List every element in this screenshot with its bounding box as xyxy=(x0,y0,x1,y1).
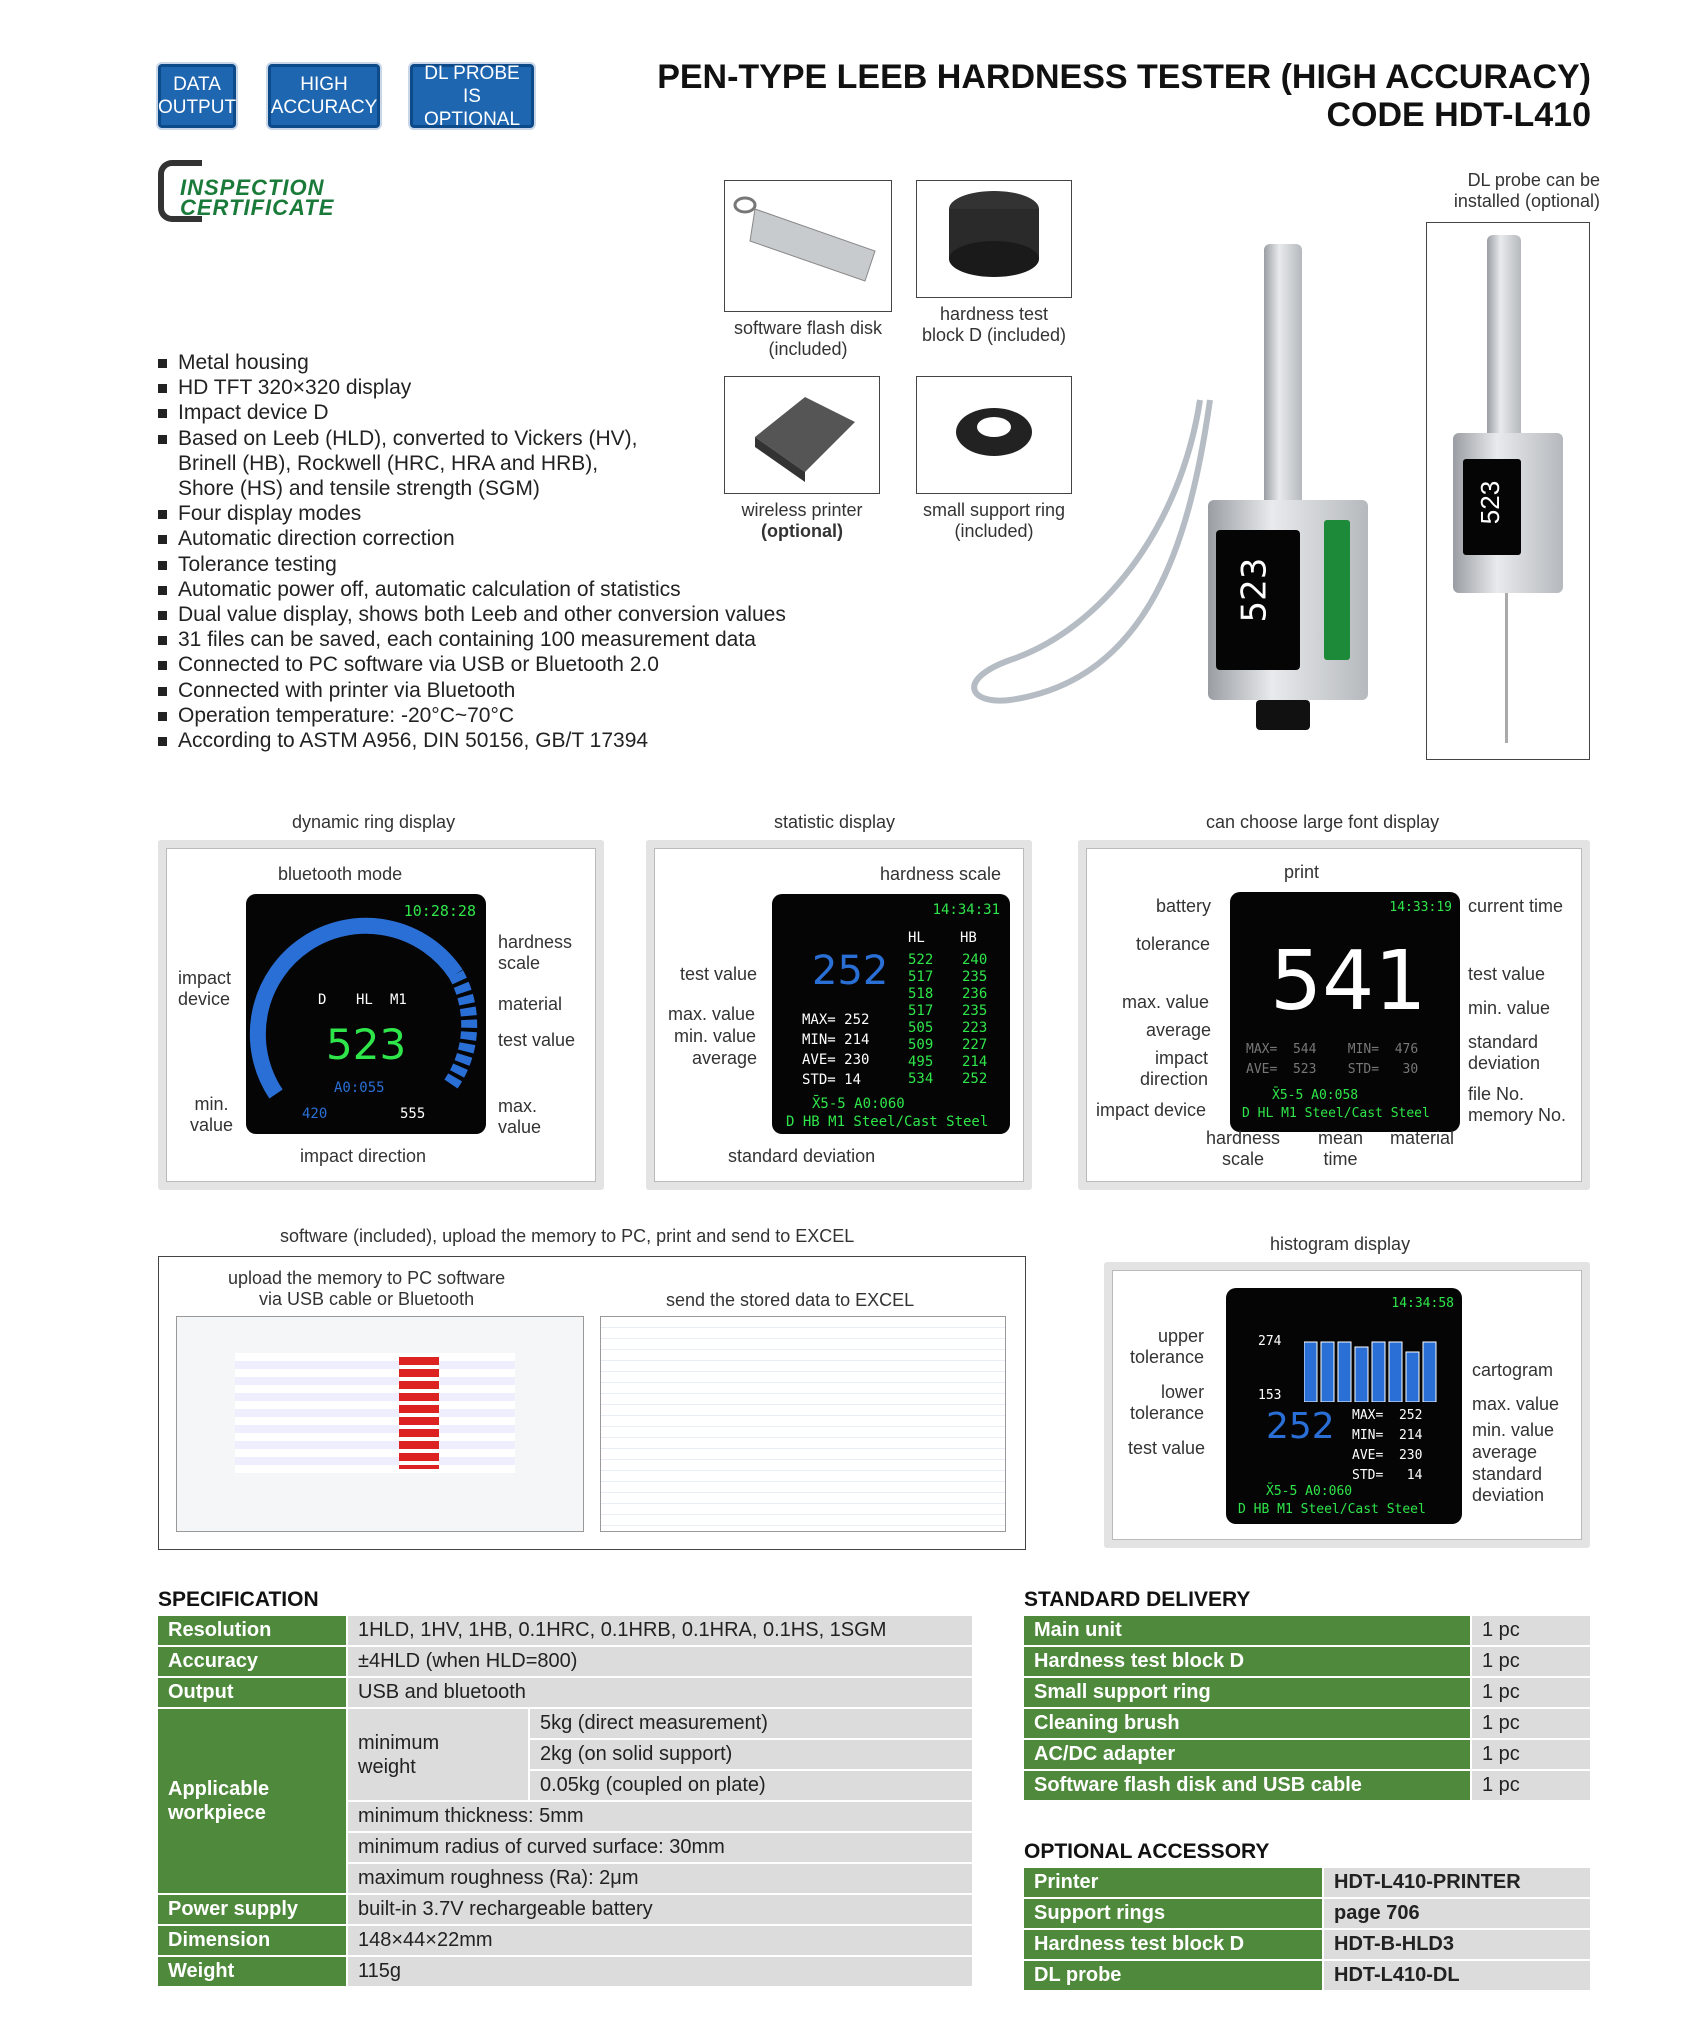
lbl-average: average xyxy=(692,1048,758,1068)
s4: STD= 14 xyxy=(802,1072,862,1088)
l2: time xyxy=(1323,1149,1358,1169)
cap-l2: (optional) xyxy=(761,521,843,541)
spec-value: 148×44×22mm xyxy=(347,1925,973,1956)
badge-label: HIGH ACCURACY xyxy=(270,74,378,118)
cert-line2: CERTIFICATE xyxy=(180,195,335,220)
spec-value: ±4HLD (when HLD=800) xyxy=(347,1646,973,1677)
spec-table xyxy=(156,1614,974,1988)
optional-item: Printer xyxy=(1023,1867,1323,1898)
delivery-item: AC/DC adapter xyxy=(1023,1739,1471,1770)
delivery-row xyxy=(1023,1646,1591,1677)
histogram-title: histogram display xyxy=(1270,1234,1411,1254)
title-line1: PEN-TYPE LEEB HARDNESS TESTER (HIGH ACCURACY) xyxy=(657,58,1591,96)
spec-key: Output xyxy=(157,1677,347,1708)
spec-value: minimum radius of curved surface: 30mm xyxy=(347,1832,973,1863)
software-excel-caption: send the stored data to EXCEL xyxy=(666,1290,915,1310)
title-code: CODE HDT-L410 xyxy=(1326,96,1591,134)
hist-bar xyxy=(1304,1342,1317,1402)
feature-item: Shore (HS) and tensile strength (SGM) xyxy=(178,477,540,501)
delivery-value: 1 pc xyxy=(1471,1646,1591,1677)
stat-hb-cell: 214 xyxy=(962,1054,988,1070)
printer-caption xyxy=(712,500,892,542)
test-block-image xyxy=(916,180,1072,298)
delivery-item: Main unit xyxy=(1023,1615,1471,1646)
pc-software-screenshot xyxy=(176,1316,584,1532)
test-block-caption xyxy=(904,304,1084,346)
lbl-bluetooth: bluetooth mode xyxy=(278,864,403,884)
optional-row xyxy=(1023,1929,1591,1960)
l1: lower xyxy=(1161,1382,1205,1402)
stat-summary xyxy=(802,1010,869,1090)
lbl-cartogram: cartogram xyxy=(1472,1360,1554,1380)
lbl-mean-time xyxy=(1318,1128,1363,1170)
hist-footer2: D HB M1 Steel/Cast Steel xyxy=(1238,1502,1426,1517)
badge-high-accuracy xyxy=(268,64,380,128)
l2: workpiece xyxy=(168,1802,266,1824)
sw-table xyxy=(235,1353,515,1473)
delivery-row xyxy=(1023,1677,1591,1708)
feature-item: 31 files can be saved, each containing 100 measurement data xyxy=(158,627,786,652)
s1: MAX= 252 xyxy=(1352,1408,1423,1423)
lbl-average: average xyxy=(1472,1442,1538,1462)
dl-probe-image xyxy=(1426,222,1590,760)
badge-data-output xyxy=(158,64,236,128)
feature-item: Based on Leeb (HLD), converted to Vickers (HV), xyxy=(158,426,786,451)
histogram-screen xyxy=(1226,1288,1462,1524)
delivery-value: 1 pc xyxy=(1471,1770,1591,1801)
lbl-max-value: max. value xyxy=(668,1004,756,1024)
lbl-standard-deviation xyxy=(1468,1032,1540,1074)
statistic-title: statistic display xyxy=(774,812,896,832)
flash-disk-image xyxy=(724,180,892,312)
l2: value xyxy=(498,1117,542,1137)
spec-min-weight xyxy=(347,1708,529,1801)
stat-hl-cell: 517 xyxy=(908,969,934,985)
feature-item: According to ASTM A956, DIN 50156, GB/T 17394 xyxy=(158,728,786,753)
stat-hl-cell: 509 xyxy=(908,1037,934,1053)
dl-probe-tube xyxy=(1487,235,1521,445)
l2: tolerance xyxy=(1130,1347,1205,1367)
hist-value: 252 xyxy=(1266,1406,1335,1447)
software-upload-caption xyxy=(228,1268,505,1310)
lbl-impact-device xyxy=(178,968,231,1010)
l2: scale xyxy=(498,953,541,973)
hist-footer1: X̄5-5 A0:060 xyxy=(1266,1484,1353,1499)
spec-value: 2kg (on solid support) xyxy=(529,1739,973,1770)
lbl-file-memory xyxy=(1468,1084,1566,1126)
spec-row xyxy=(157,1925,973,1956)
s4: STD= 14 xyxy=(1352,1468,1423,1483)
ring-min: 420 xyxy=(302,1106,328,1122)
optional-row xyxy=(1023,1867,1591,1898)
cap-l1: hardness test xyxy=(939,304,1049,324)
delivery-value: 1 pc xyxy=(1471,1708,1591,1739)
lbl-max-value: max. value xyxy=(1122,992,1210,1012)
lf-footer2: D HL M1 Steel/Cast Steel xyxy=(1242,1106,1430,1121)
cap-l1: small support ring xyxy=(922,500,1066,520)
stat-hb-cell: 252 xyxy=(962,1071,988,1087)
optional-table xyxy=(1022,1866,1592,1992)
lbl-hardness-scale xyxy=(498,932,572,974)
stat-hb-cell: 235 xyxy=(962,969,988,985)
s1: MAX= 252 xyxy=(802,1012,870,1028)
feature-item: Automatic direction correction xyxy=(158,526,786,551)
spec-row xyxy=(157,1677,973,1708)
lbl-impact-direction: impact direction xyxy=(300,1146,427,1166)
large-font-title: can choose large font display xyxy=(1206,812,1440,832)
lf-value: 541 xyxy=(1270,934,1427,1029)
stat-col-hb: HB xyxy=(960,930,977,946)
stat-hl-cell: 505 xyxy=(908,1020,934,1036)
lbl-lower-tolerance xyxy=(1130,1382,1204,1424)
lbl-hardness-scale: hardness scale xyxy=(880,864,1002,884)
ring-hl: HL xyxy=(356,992,373,1008)
stat-hb-cell: 235 xyxy=(962,1003,988,1019)
dl-probe-caption xyxy=(1410,170,1600,212)
delivery-value: 1 pc xyxy=(1471,1615,1591,1646)
device-foot xyxy=(1256,700,1310,730)
l2: deviation xyxy=(1472,1485,1545,1505)
software-title: software (included), upload the memory to PC, print and send to EXCEL xyxy=(280,1226,855,1246)
hist-upper: 274 xyxy=(1258,1334,1282,1349)
spec-key: Resolution xyxy=(157,1615,347,1646)
l1: standard xyxy=(1472,1464,1543,1484)
stat-hb-cell: 240 xyxy=(962,952,988,968)
lf-footer1: X̄5-5 A0:058 xyxy=(1272,1088,1359,1103)
lf-row2: AVE= 523 STD= 30 xyxy=(1246,1062,1419,1077)
delivery-item: Small support ring xyxy=(1023,1677,1471,1708)
feature-item: Brinell (HB), Rockwell (HRC, HRA and HRB), xyxy=(178,451,599,475)
spec-heading: SPECIFICATION xyxy=(158,1588,319,1611)
stat-time: 14:34:31 xyxy=(932,902,1000,918)
inspection-certificate-logo xyxy=(158,160,358,224)
l2: via USB cable or Bluetooth xyxy=(259,1289,475,1309)
device-reading: 523 xyxy=(1234,557,1275,623)
hist-lower: 153 xyxy=(1258,1388,1282,1403)
badge-dl-probe xyxy=(410,64,534,128)
lbl-min-value: min. value xyxy=(674,1026,757,1046)
spec-row xyxy=(157,1646,973,1677)
hist-bar xyxy=(1389,1342,1402,1402)
lbl-test-value: test value xyxy=(498,1030,576,1050)
spec-row xyxy=(157,1708,973,1739)
lbl-average: average xyxy=(1146,1020,1212,1040)
optional-item: Hardness test block D xyxy=(1023,1929,1323,1960)
l2: tolerance xyxy=(1130,1403,1205,1423)
lbl-impact-direction xyxy=(1140,1048,1208,1090)
spec-value: built-in 3.7V rechargeable battery xyxy=(347,1894,973,1925)
lbl-battery: battery xyxy=(1156,896,1212,916)
stat-footer1: X̄5-5 A0:060 xyxy=(812,1096,905,1112)
optional-value: HDT-L410-DL xyxy=(1323,1960,1591,1991)
lbl-current-time: current time xyxy=(1468,896,1564,916)
l1: hardness xyxy=(1206,1128,1281,1148)
cap-l1: wireless printer xyxy=(741,500,863,520)
s2: MIN= 214 xyxy=(802,1032,870,1048)
device-probe-tube xyxy=(1264,244,1302,520)
optional-row xyxy=(1023,1960,1591,1991)
feature-item: Connected with printer via Bluetooth xyxy=(158,678,786,703)
feature-item: Operation temperature: -20°C~70°C xyxy=(158,703,786,728)
feature-item: Dual value display, shows both Leeb and other conversion values xyxy=(158,602,786,627)
cap-l1: DL probe can be xyxy=(1467,170,1600,190)
stat-col-hl: HL xyxy=(908,930,925,946)
optional-value: page 706 xyxy=(1323,1898,1591,1929)
spec-row xyxy=(157,1615,973,1646)
l1: standard xyxy=(1468,1032,1539,1052)
feature-item: Impact device D xyxy=(158,400,786,425)
lf-time: 14:33:19 xyxy=(1389,900,1452,915)
optional-item: Support rings xyxy=(1023,1898,1323,1929)
cert-line1: INSPECTION xyxy=(180,175,325,200)
l2: value xyxy=(190,1115,234,1135)
spec-value: 1HLD, 1HV, 1HB, 0.1HRC, 0.1HRB, 0.1HRA, 0.1HS, 1SGM xyxy=(347,1615,973,1646)
cap-l1: software flash disk xyxy=(733,318,883,338)
stat-hl-cell: 517 xyxy=(908,1003,934,1019)
spec-key: Weight xyxy=(157,1956,347,1987)
lbl-min-value: min. value xyxy=(1472,1420,1555,1440)
stat-hl-cell: 518 xyxy=(908,986,934,1002)
spec-key: Power supply xyxy=(157,1894,347,1925)
delivery-item: Cleaning brush xyxy=(1023,1708,1471,1739)
ring-d: D xyxy=(318,992,327,1008)
lbl-test-value: test value xyxy=(1468,964,1546,984)
l2: memory No. xyxy=(1468,1105,1567,1125)
l1: Applicable xyxy=(168,1778,270,1800)
l2: scale xyxy=(1222,1149,1265,1169)
feature-item: Metal housing xyxy=(158,350,786,375)
feature-item: Automatic power off, automatic calculation of statistics xyxy=(158,577,786,602)
l1: impact xyxy=(178,968,232,988)
flash-disk-caption xyxy=(718,318,898,360)
ring-time: 10:28:28 xyxy=(403,902,476,920)
lbl-min-value xyxy=(190,1094,233,1136)
cap-l2: (included) xyxy=(954,521,1034,541)
l1: upper xyxy=(1158,1326,1205,1346)
spec-value: 0.05kg (coupled on plate) xyxy=(529,1770,973,1801)
l1: max. xyxy=(498,1096,538,1116)
feature-item: Connected to PC software via USB or Bluetooth 2.0 xyxy=(158,652,786,677)
optional-row xyxy=(1023,1898,1591,1929)
l1: upload the memory to PC software xyxy=(228,1268,506,1288)
hist-bar xyxy=(1423,1342,1436,1402)
delivery-row xyxy=(1023,1770,1591,1801)
spec-key-applicable xyxy=(157,1708,347,1894)
dynamic-ring-title: dynamic ring display xyxy=(292,812,456,832)
ring-ao: A0:055 xyxy=(334,1080,385,1096)
ring-value: 523 xyxy=(326,1020,407,1069)
ring-m1: M1 xyxy=(390,992,407,1008)
cap-l2: installed (optional) xyxy=(1453,191,1600,211)
hist-bar xyxy=(1406,1352,1419,1402)
lbl-max-value: max. value xyxy=(1472,1394,1560,1414)
spec-row xyxy=(157,1894,973,1925)
spec-value: USB and bluetooth xyxy=(347,1677,973,1708)
l2: weight xyxy=(358,1755,416,1778)
hist-bar xyxy=(1372,1342,1385,1402)
delivery-item: Software flash disk and USB cable xyxy=(1023,1770,1471,1801)
spec-value: 115g xyxy=(347,1956,973,1987)
feature-item: HD TFT 320×320 display xyxy=(158,375,786,400)
flash-disk-icon xyxy=(725,181,891,311)
hist-time: 14:34:58 xyxy=(1391,1296,1454,1311)
lbl-tolerance: tolerance xyxy=(1136,934,1211,954)
ring-gauge xyxy=(246,894,486,1134)
stat-footer2: D HB M1 Steel/Cast Steel xyxy=(786,1114,989,1130)
l2: device xyxy=(178,989,231,1009)
spec-value: minimum thickness: 5mm xyxy=(347,1801,973,1832)
lbl-test-value: test value xyxy=(680,964,758,984)
optional-item: DL probe xyxy=(1023,1960,1323,1991)
dynamic-ring-screen xyxy=(246,894,486,1134)
delivery-value: 1 pc xyxy=(1471,1677,1591,1708)
printer-icon xyxy=(725,377,879,493)
stat-value: 252 xyxy=(812,948,889,994)
feature-list xyxy=(158,350,786,753)
dl-probe-reading: 523 xyxy=(1475,480,1506,525)
spec-row xyxy=(157,1956,973,1987)
delivery-heading: STANDARD DELIVERY xyxy=(1024,1588,1251,1611)
stat-hb-list xyxy=(962,952,987,1088)
stat-hl-cell: 495 xyxy=(908,1054,934,1070)
lbl-standard-deviation xyxy=(1472,1464,1544,1506)
spec-key: Dimension xyxy=(157,1925,347,1956)
s3: AVE= 230 xyxy=(1352,1448,1423,1463)
l2: direction xyxy=(1140,1069,1209,1089)
stat-hb-cell: 236 xyxy=(962,986,988,1002)
delivery-row xyxy=(1023,1708,1591,1739)
printer-image xyxy=(724,376,880,494)
stat-hb-cell: 227 xyxy=(962,1037,988,1053)
sw-bars xyxy=(399,1357,439,1469)
l1: min. xyxy=(194,1094,229,1114)
delivery-value: 1 pc xyxy=(1471,1739,1591,1770)
lbl-standard-deviation: standard deviation xyxy=(728,1146,876,1166)
delivery-row xyxy=(1023,1739,1591,1770)
large-font-screen xyxy=(1230,892,1460,1132)
hist-cartogram xyxy=(1304,1332,1454,1402)
lbl-material: material xyxy=(1390,1128,1455,1148)
statistic-screen xyxy=(772,894,1010,1134)
l1: impact xyxy=(1155,1048,1209,1068)
s3: AVE= 230 xyxy=(802,1052,870,1068)
lbl-test-value: test value xyxy=(1128,1438,1206,1458)
l1: file No. xyxy=(1468,1084,1525,1104)
delivery-item: Hardness test block D xyxy=(1023,1646,1471,1677)
hist-bar xyxy=(1321,1342,1334,1402)
wrist-strap xyxy=(950,380,1230,720)
lbl-print: print xyxy=(1284,862,1320,882)
device-screen xyxy=(1216,530,1300,670)
optional-value: HDT-B-HLD3 xyxy=(1323,1929,1591,1960)
l1: hardness xyxy=(498,932,573,952)
stat-hl-cell: 522 xyxy=(908,952,934,968)
hist-bar xyxy=(1355,1347,1368,1402)
stat-hb-cell: 223 xyxy=(962,1020,988,1036)
spec-value: maximum roughness (Ra): 2μm xyxy=(347,1863,973,1894)
badge-label: DATA OUTPUT xyxy=(157,74,237,118)
optional-heading: OPTIONAL ACCESSORY xyxy=(1024,1840,1270,1863)
lf-row1: MAX= 544 MIN= 476 xyxy=(1246,1042,1419,1057)
dl-probe-screen xyxy=(1463,459,1521,555)
ring-max: 555 xyxy=(400,1106,426,1122)
device-keypad xyxy=(1324,520,1350,660)
s2: MIN= 214 xyxy=(1352,1428,1423,1443)
excel-screenshot xyxy=(600,1316,1006,1532)
l1: mean xyxy=(1318,1128,1364,1148)
delivery-row xyxy=(1023,1615,1591,1646)
lbl-max-value xyxy=(498,1096,541,1138)
optional-value: HDT-L410-PRINTER xyxy=(1323,1867,1591,1898)
lbl-min-value: min. value xyxy=(1468,998,1551,1018)
lbl-upper-tolerance xyxy=(1130,1326,1204,1368)
cap-l2: (included) xyxy=(768,339,848,359)
lbl-material: material xyxy=(498,994,563,1014)
spec-key: Accuracy xyxy=(157,1646,347,1677)
feature-item: Tolerance testing xyxy=(158,552,786,577)
delivery-table xyxy=(1022,1614,1592,1802)
spec-value: 5kg (direct measurement) xyxy=(529,1708,973,1739)
l2: deviation xyxy=(1468,1053,1541,1073)
stat-hl-list xyxy=(908,952,933,1088)
hist-bar xyxy=(1338,1342,1351,1402)
hist-summary xyxy=(1352,1406,1422,1486)
lbl-hardness-scale xyxy=(1206,1128,1280,1170)
lbl-impact-device: impact device xyxy=(1096,1100,1207,1120)
page-title xyxy=(657,58,1591,134)
cap-l2: block D (included) xyxy=(921,325,1067,345)
feature-item: Four display modes xyxy=(158,501,786,526)
dl-probe-needle xyxy=(1505,593,1508,743)
badge-label: DL PROBE IS OPTIONAL xyxy=(423,62,521,130)
l1: minimum xyxy=(358,1731,440,1754)
test-block-icon xyxy=(917,181,1071,297)
stat-hl-cell: 534 xyxy=(908,1071,934,1087)
